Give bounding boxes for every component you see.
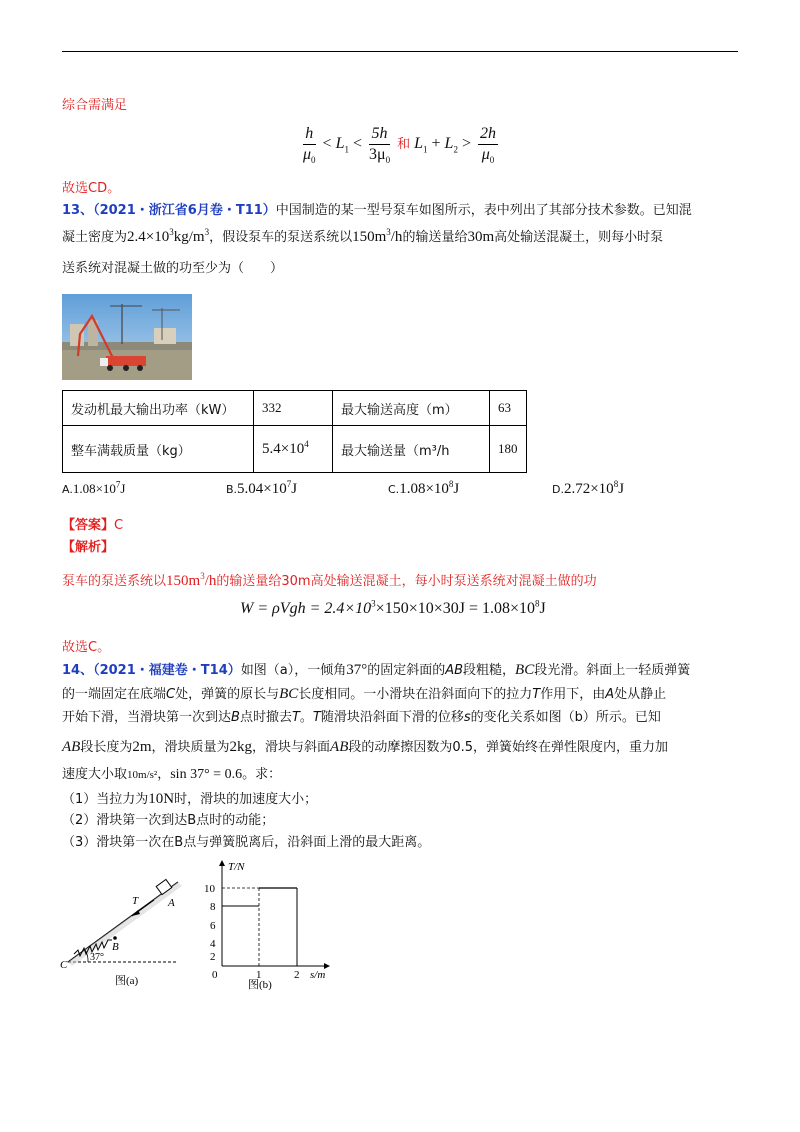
table-cell: 发动机最大输出功率（kW） — [63, 391, 254, 426]
option-b[interactable]: $B.5.04\times 10^7J$ — [226, 479, 298, 497]
fraction-h-mu0: $\frac{h}{\mu_0}$ — [303, 125, 316, 166]
q13-work-formula: $W = \rho Vgh = 2.4\times 10^3\times 150\times 10\times 30J = 1.08\times 10^8J$ — [240, 598, 546, 617]
label-a: A — [168, 897, 175, 909]
q13-analysis-text: 泵车的泵送系统以$150m^3/h$的输送量给30m高处输送混凝土，每小时泵送系统对混凝土做的功 — [62, 571, 597, 589]
q14-line5: 速度大小取10m/s²，sin 37° = 0.6。求： — [62, 767, 282, 782]
x-label: s/m — [310, 969, 326, 981]
origin-label: 0 — [212, 969, 218, 981]
table-cell: 63 — [490, 391, 527, 426]
table-cell: 332 — [254, 391, 333, 426]
q13-line2: 凝土密度为$2.4\times 10^3kg/m^3$，假设泵车的泵送系统以$150m^3/h$的输送量给30m高处输送混凝土，则每小时泵 — [62, 227, 664, 245]
label-c: C — [60, 959, 68, 971]
q14-line1: 14、（2021・福建卷・T14）如图（a），一倾角37°的固定斜面的AB段粗糙，BC段光滑。斜面上一轻质弹簧 — [62, 662, 691, 678]
label-b: B — [112, 941, 119, 953]
q14-sub2: （2）滑块第一次到达B点时的动能； — [62, 813, 275, 828]
y-tick: 4 — [210, 938, 216, 950]
label-t: T — [132, 895, 139, 907]
q14-sub3: （3）滑块第一次在B点与弹簧脱离后，沿斜面上滑的最大距离。 — [62, 835, 431, 850]
label-angle: 37° — [90, 952, 104, 963]
prev-answer: 故选CD。 — [62, 181, 121, 196]
table-cell: 整车满载质量（kg） — [63, 426, 254, 473]
q14-sub1: （1）当拉力为10N时，滑块的加速度大小； — [62, 791, 318, 807]
fraction-5h-3mu0: $\frac{5h}{3\mu_0}$ — [369, 125, 391, 166]
table-row — [63, 426, 527, 473]
caption-b: 图(b) — [248, 979, 272, 990]
table-cell: 最大输送高度（m） — [333, 391, 490, 426]
table-cell: $5.4\times 10^4$ — [254, 426, 333, 473]
pump-truck-image — [62, 294, 192, 380]
x-tick: 1 — [256, 969, 262, 981]
q13-conclusion: 故选C。 — [62, 640, 111, 655]
x-tick: 2 — [294, 969, 300, 981]
q14-line2: 的一端固定在底端C处，弹簧的原长与BC长度相同。一小滑块在沿斜面向下的拉力T作用下，由A处从静止 — [62, 686, 667, 702]
q13-line1: 13、（2021・浙江省6月卷・T11）中国制造的某一型号泵车如图所示，表中列出了其部分技术参数。已知混 — [62, 203, 692, 218]
y-tick: 6 — [210, 920, 216, 932]
caption-a: 图(a) — [115, 975, 139, 987]
y-tick: 8 — [210, 901, 216, 913]
option-a[interactable]: $A.1.08\times 10^7J$ — [62, 479, 126, 496]
q13-analysis-label: 【解析】 — [62, 540, 115, 555]
intro-formula: $\frac{h}{\mu_0}$ < $L_1$ < $\frac{5h}{3\mu_0}$ 和 $L_1 + L_2$ > $\frac{2h}{\mu_0}$ — [303, 125, 496, 166]
intro-text: 综合需满足 — [62, 98, 128, 113]
figure-a-incline — [60, 870, 190, 990]
option-d[interactable]: $D.2.72\times 10^8J$ — [552, 479, 625, 497]
y-label: T/N — [228, 861, 245, 873]
table-cell: 最大输送量（m³/h — [333, 426, 490, 473]
q14-line4: AB段长度为2m，滑块质量为2kg，滑块与斜面AB段的动摩擦因数为0.5，弹簧始终在弹性限度内，重力加 — [62, 739, 669, 755]
table-cell: 180 — [490, 426, 527, 473]
y-tick: 2 — [210, 951, 216, 963]
q13-answer: 【答案】C — [62, 518, 124, 533]
q14-line3: 开始下滑，当滑块第一次到达B点时撤去T。T随滑块沿斜面下滑的位移s的变化关系如图（b）所示。已知 — [62, 710, 661, 725]
y-tick: 10 — [204, 883, 215, 895]
fraction-2h-mu0: $\frac{2h}{\mu_0}$ — [479, 125, 496, 166]
pump-truck-photo — [62, 294, 192, 380]
table-row — [63, 391, 527, 426]
option-c[interactable]: $C.1.08\times 10^8J$ — [388, 479, 460, 497]
q13-options — [62, 478, 752, 500]
q13-line3: 送系统对混凝土做的功至少为（ ） — [62, 261, 284, 276]
figure-b-graph — [196, 856, 346, 990]
point-b — [113, 936, 117, 940]
spec-table — [62, 390, 527, 473]
header-rule — [62, 51, 738, 52]
